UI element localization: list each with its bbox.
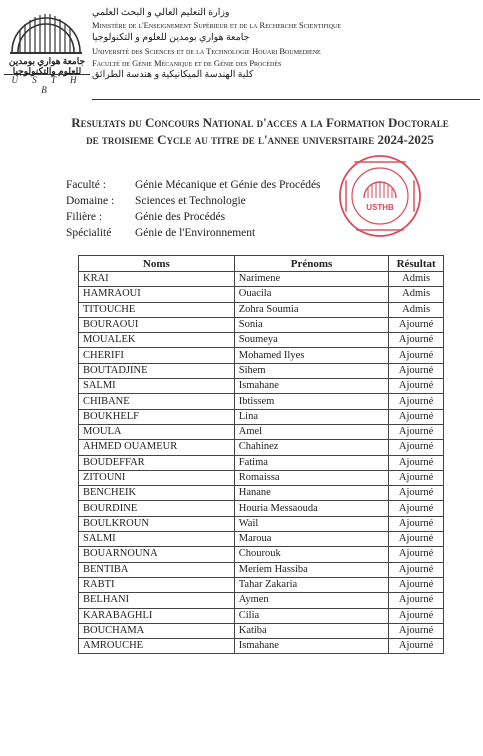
table-row	[79, 639, 444, 654]
logo-arabic-text: جامعة هواري بومدين للعلوم والتكنولوجيا	[8, 56, 86, 76]
cell-nom: AHMED OUAMEUR	[79, 440, 235, 455]
table-header-row	[79, 256, 444, 272]
meta-domain-label: Domaine :	[66, 195, 115, 207]
cell-prenom: Houria Messaouda	[234, 501, 389, 516]
cell-resultat: Ajourné	[389, 639, 444, 654]
table-row	[79, 562, 444, 577]
cell-resultat: Ajourné	[389, 593, 444, 608]
cell-nom: BOULKROUN	[79, 516, 235, 531]
cell-resultat: Ajourné	[389, 608, 444, 623]
cell-nom: BENCHEIK	[79, 486, 235, 501]
meta-filiere	[66, 211, 225, 223]
cell-nom: BELHANI	[79, 593, 235, 608]
cell-nom: TITOUCHE	[79, 302, 235, 317]
cell-resultat: Ajourné	[389, 348, 444, 363]
svg-text:USTHB: USTHB	[366, 203, 394, 212]
header-faculty-fr: Faculté de Génie Mécanique et de Génie des Procédés	[92, 58, 282, 68]
table-row	[79, 608, 444, 623]
cell-nom: AMROUCHE	[79, 639, 235, 654]
table-row	[79, 287, 444, 302]
table-row	[79, 532, 444, 547]
table-row	[79, 272, 444, 287]
cell-nom: RABTI	[79, 577, 235, 592]
logo-acronym: U S T H B	[4, 74, 90, 95]
cell-prenom: Sonia	[234, 317, 389, 332]
table-row	[79, 363, 444, 378]
cell-prenom: Sihem	[234, 363, 389, 378]
cell-resultat: Ajourné	[389, 577, 444, 592]
table-row	[79, 470, 444, 485]
cell-nom: CHIBANE	[79, 394, 235, 409]
cell-prenom: Ouacila	[234, 287, 389, 302]
cell-resultat: Ajourné	[389, 486, 444, 501]
cell-nom: KRAI	[79, 272, 235, 287]
cell-resultat: Ajourné	[389, 501, 444, 516]
table-row	[79, 333, 444, 348]
cell-prenom: Maroua	[234, 532, 389, 547]
meta-domain-value: Sciences et Technologie	[135, 195, 246, 207]
cell-nom: BOUCHAMA	[79, 623, 235, 638]
university-stamp	[336, 152, 424, 240]
cell-prenom: Zohra Soumia	[234, 302, 389, 317]
cell-resultat: Ajourné	[389, 424, 444, 439]
cell-resultat: Ajourné	[389, 547, 444, 562]
cell-resultat: Admis	[389, 302, 444, 317]
table-row	[79, 547, 444, 562]
table-row	[79, 516, 444, 531]
meta-domain	[66, 195, 246, 207]
cell-resultat: Ajourné	[389, 440, 444, 455]
cell-prenom: Tahar Zakaria	[234, 577, 389, 592]
table-row	[79, 593, 444, 608]
table-row	[79, 577, 444, 592]
header-university-ar: جامعة هواري بومدين للعلوم و التكنولوجيا	[92, 33, 250, 43]
table-row	[79, 348, 444, 363]
cell-prenom: Aymen	[234, 593, 389, 608]
results-table	[78, 255, 444, 654]
cell-resultat: Ajourné	[389, 516, 444, 531]
cell-nom: BOUKHELF	[79, 409, 235, 424]
cell-prenom: Chahinez	[234, 440, 389, 455]
meta-faculty	[66, 179, 321, 191]
header-faculty-ar: كلية الهندسة الميكانيكية و هندسة الطرائق	[92, 70, 254, 80]
cell-nom: MOUALEK	[79, 333, 235, 348]
cell-resultat: Ajourné	[389, 562, 444, 577]
cell-nom: CHERIFI	[79, 348, 235, 363]
meta-faculty-value: Génie Mécanique et Génie des Procédés	[135, 179, 321, 191]
cell-nom: BOURDINE	[79, 501, 235, 516]
cell-nom: BOURAOUI	[79, 317, 235, 332]
cell-prenom: Soumeya	[234, 333, 389, 348]
cell-prenom: Hanane	[234, 486, 389, 501]
cell-resultat: Ajourné	[389, 409, 444, 424]
table-body	[79, 272, 444, 654]
cell-prenom: Romaissa	[234, 470, 389, 485]
table-row	[79, 623, 444, 638]
cell-resultat: Ajourné	[389, 532, 444, 547]
table-row	[79, 394, 444, 409]
meta-filiere-value: Génie des Procédés	[135, 211, 226, 223]
table-row	[79, 440, 444, 455]
table-row	[79, 317, 444, 332]
cell-nom: HAMRAOUI	[79, 287, 235, 302]
cell-nom: ZITOUNI	[79, 470, 235, 485]
cell-prenom: Meriem Hassiba	[234, 562, 389, 577]
cell-nom: MOULA	[79, 424, 235, 439]
table-row	[79, 501, 444, 516]
cell-prenom: Chourouk	[234, 547, 389, 562]
cell-prenom: Wail	[234, 516, 389, 531]
table-row	[79, 302, 444, 317]
cell-nom: KARABAGHLI	[79, 608, 235, 623]
cell-nom: SALMI	[79, 532, 235, 547]
document-title-line-1: Resultats du Concours National d'acces a la Formation Doctorale	[71, 115, 449, 130]
cell-resultat: Admis	[389, 287, 444, 302]
meta-speciality-label: Spécialité	[66, 227, 112, 239]
cell-nom: BOUTADJINE	[79, 363, 235, 378]
meta-speciality	[66, 227, 255, 239]
cell-resultat: Ajourné	[389, 317, 444, 332]
header-noms: Noms	[79, 256, 235, 272]
cell-prenom: Lina	[234, 409, 389, 424]
cell-prenom: Narimene	[234, 272, 389, 287]
table-row	[79, 486, 444, 501]
meta-faculty-label: Faculté :	[66, 179, 106, 191]
cell-resultat: Ajourné	[389, 470, 444, 485]
cell-nom: BOUARNOUNA	[79, 547, 235, 562]
cell-prenom: Fatima	[234, 455, 389, 470]
table-row	[79, 455, 444, 470]
cell-prenom: Amel	[234, 424, 389, 439]
cell-prenom: Ismahane	[234, 379, 389, 394]
header-ministry-ar: وزارة التعليم العالي و البحث العلمي	[92, 8, 230, 18]
table-row	[79, 409, 444, 424]
cell-nom: BOUDEFFAR	[79, 455, 235, 470]
cell-prenom: Mohamed Ilyes	[234, 348, 389, 363]
cell-resultat: Ajourné	[389, 394, 444, 409]
document-title-line-2: de troisieme Cycle au titre de l'annee universitaire 2024-2025	[86, 132, 434, 147]
table-row	[79, 379, 444, 394]
table-row	[79, 424, 444, 439]
cell-resultat: Ajourné	[389, 333, 444, 348]
cell-prenom: Ibtissem	[234, 394, 389, 409]
cell-resultat: Admis	[389, 272, 444, 287]
cell-nom: BENTIBA	[79, 562, 235, 577]
cell-resultat: Ajourné	[389, 455, 444, 470]
meta-speciality-value: Génie de l'Environnement	[135, 227, 256, 239]
header-ministry-fr: Ministère de l'Enseignement Supérieur et de la Recherche Scientifique	[92, 20, 342, 30]
cell-resultat: Ajourné	[389, 363, 444, 378]
cell-resultat: Ajourné	[389, 379, 444, 394]
cell-prenom: Katiba	[234, 623, 389, 638]
header-prenoms: Prénoms	[234, 256, 389, 272]
cell-nom: SALMI	[79, 379, 235, 394]
header-university-fr: Université des Sciences et de la Technologie Houari Boumediene	[92, 46, 321, 56]
cell-prenom: Cilia	[234, 608, 389, 623]
header-divider	[92, 99, 480, 100]
cell-prenom: Ismahane	[234, 639, 389, 654]
header-resultat: Résultat	[389, 256, 444, 272]
meta-filiere-label: Filière :	[66, 211, 103, 223]
cell-resultat: Ajourné	[389, 623, 444, 638]
